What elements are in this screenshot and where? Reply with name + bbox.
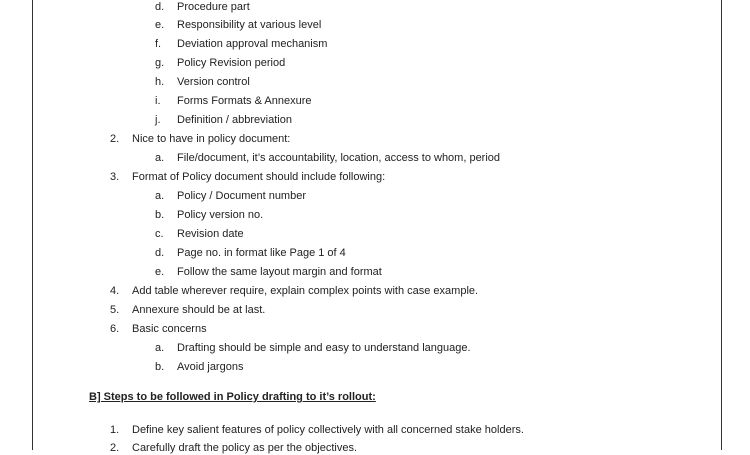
list-item: 4. Add table wherever require, explain complex points with case example.: [110, 285, 479, 297]
list-item: c. Revision date: [155, 228, 244, 240]
page-border-right: [721, 0, 722, 450]
list-item: 1. Define key salient features of policy collectively with all concerned stake holders.: [110, 424, 524, 436]
list-item: e. Responsibility at various level: [155, 19, 322, 31]
section-heading: B] Steps to be followed in Policy drafting to it’s rollout:: [89, 391, 376, 403]
list-item: b. Avoid jargons: [155, 361, 244, 373]
list-item: d. Procedure part: [155, 1, 250, 13]
list-item: 2. Nice to have in policy document:: [110, 133, 291, 145]
page-border-left: [32, 0, 33, 450]
list-item: i. Forms Formats & Annexure: [155, 95, 312, 107]
list-item: h. Version control: [155, 76, 250, 88]
list-item: g. Policy Revision period: [155, 57, 286, 69]
list-item: 5. Annexure should be at last.: [110, 304, 266, 316]
list-item: e. Follow the same layout margin and format: [155, 266, 382, 278]
list-item: j. Definition / abbreviation: [155, 114, 292, 126]
list-item: a. File/document, it’s accountability, location, access to whom, period: [155, 152, 501, 164]
list-item: f. Deviation approval mechanism: [155, 38, 328, 50]
list-item: 6. Basic concerns: [110, 323, 207, 335]
list-item: 2. Carefully draft the policy as per the objectives.: [110, 442, 358, 454]
list-item: 3. Format of Policy document should include following:: [110, 171, 386, 183]
list-item: a. Drafting should be simple and easy to understand language.: [155, 342, 471, 354]
list-item: a. Policy / Document number: [155, 190, 306, 202]
list-item: b. Policy version no.: [155, 209, 264, 221]
list-item: d. Page no. in format like Page 1 of 4: [155, 247, 346, 259]
